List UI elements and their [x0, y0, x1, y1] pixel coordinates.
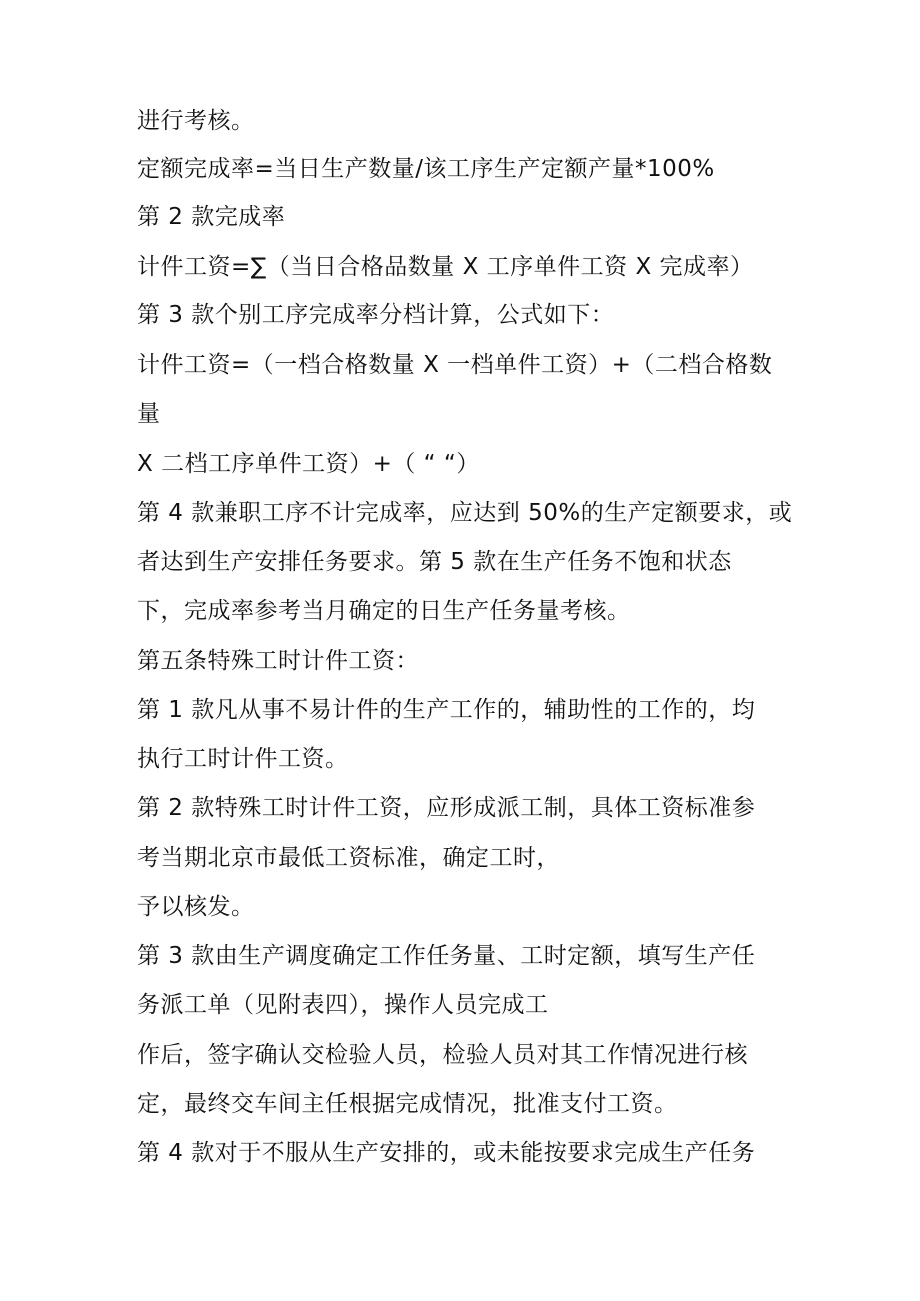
text-line: 计件工资=∑（当日合格品数量 X 工序单件工资 X 完成率）	[137, 254, 754, 280]
text-line: 作后，签字确认交检验人员，检验人员对其工作情况进行核	[137, 1042, 748, 1068]
text-line: 第 1 款凡从事不易计件的生产工作的，辅助性的工作的，均	[137, 697, 756, 723]
text-line: 予以核发。	[137, 894, 255, 920]
text-line: 务派工单（见附表四），操作人员完成工	[137, 992, 549, 1018]
text-line: 计件工资=（一档合格数量 X 一档单件工资）+（二档合格数	[137, 352, 773, 378]
text-line: 定额完成率=当日生产数量/该工序生产定额产量*100%	[137, 156, 715, 182]
text-line: 第五条特殊工时计件工资：	[137, 648, 419, 674]
text-line: 第 4 款对于不服从生产安排的，或未能按要求完成生产任务	[137, 1140, 756, 1166]
text-line: 第 3 款个别工序完成率分档计算，公式如下：	[137, 302, 615, 328]
text-line: 者达到生产安排任务要求。第 5 款在生产任务不饱和状态	[137, 549, 732, 575]
text-line: 考当期北京市最低工资标准，确定工时，	[137, 845, 560, 871]
text-line: 第 3 款由生产调度确定工作任务量、工时定额，填写生产任	[137, 943, 756, 969]
text-line: 第 2 款特殊工时计件工资，应形成派工制，具体工资标准参	[137, 795, 756, 821]
text-line: 第 4 款兼职工序不计完成率，应达到 50%的生产定额要求，或	[137, 500, 793, 526]
text-line: 第 2 款完成率	[137, 204, 286, 230]
text-line: 定，最终交车间主任根据完成情况，批准支付工资。	[137, 1091, 678, 1117]
text-line: 执行工时计件工资。	[137, 746, 349, 772]
text-line: 进行考核。	[137, 108, 255, 134]
text-line: 下，完成率参考当月确定的日生产任务量考核。	[137, 598, 631, 624]
text-line: 量	[137, 401, 161, 427]
text-line: X 二档工序单件工资）+（ “ “）	[137, 451, 480, 477]
